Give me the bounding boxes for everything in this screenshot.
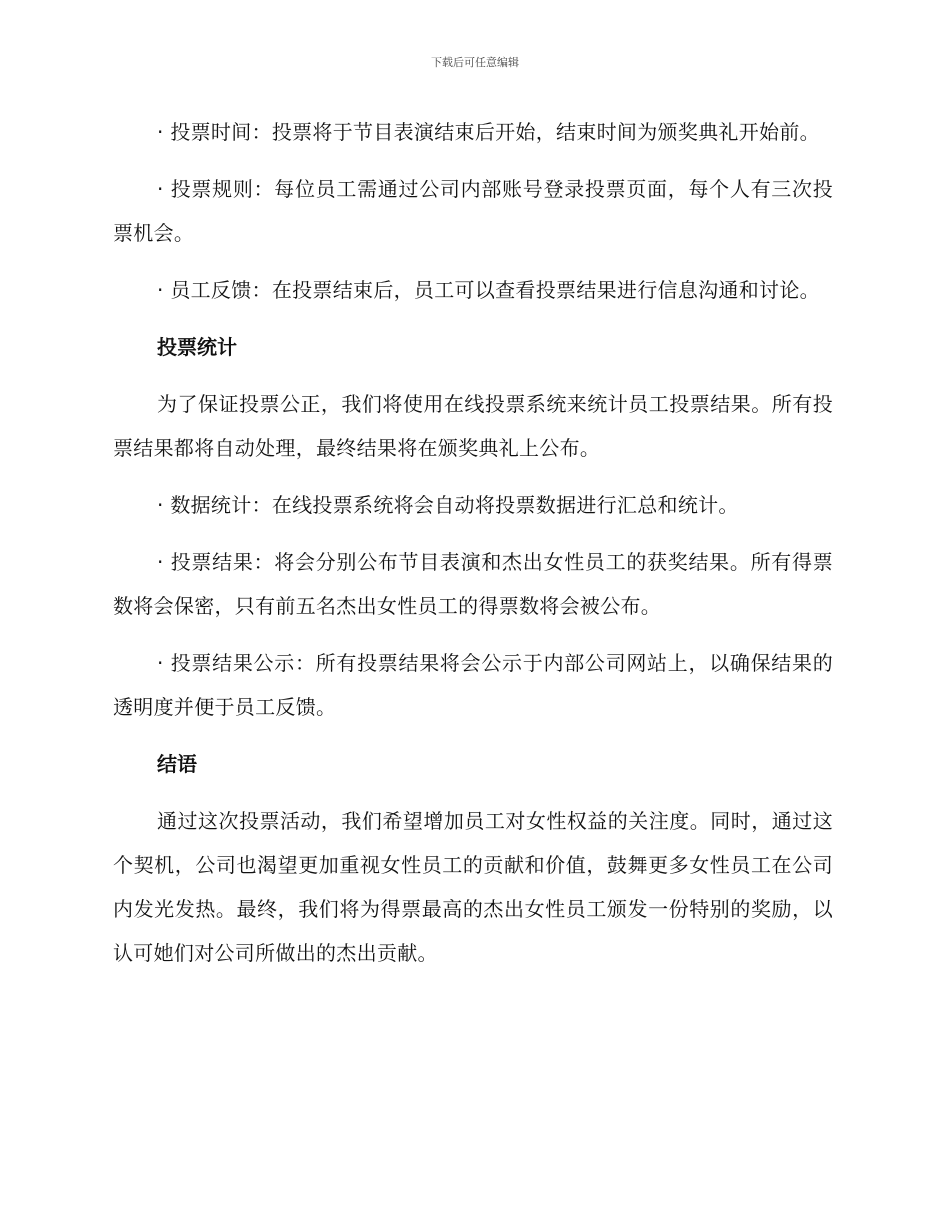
document-body xyxy=(113,110,833,988)
paragraph-statistics-intro: 为了保证投票公正，我们将使用在线投票系统来统计员工投票结果。所有投票结果都将自动处理，最终结果将在颁奖典礼上公布。 xyxy=(113,392,833,460)
paragraph-conclusion: 通过这次投票活动，我们希望增加员工对女性权益的关注度。同时，通过这个契机，公司也渴望更加重视女性员工的贡献和价值，鼓舞更多女性员工在公司内发光发热。最终，我们将为得票最高的杰出女性员工颁发一份特别的奖励，以认可她们对公司所做出的杰出贡献。 xyxy=(113,809,833,965)
paragraph-voting-rules: · 投票规则：每位员工需通过公司内部账号登录投票页面，每个人有三次投票机会。 xyxy=(113,177,833,245)
paragraph-vote-results: · 投票结果：将会分别公布节目表演和杰出女性员工的获奖结果。所有得票数将会保密，只有前五名杰出女性员工的得票数将会被公布。 xyxy=(113,550,833,618)
paragraph-data-statistics: · 数据统计：在线投票系统将会自动将投票数据进行汇总和统计。 xyxy=(157,493,739,517)
section-heading-vote-statistics: 投票统计 xyxy=(157,335,237,359)
paragraph-results-publication: · 投票结果公示：所有投票结果将会公示于内部公司网站上，以确保结果的透明度并便于员工反馈。 xyxy=(113,651,833,719)
page-header: 下载后可任意编辑 xyxy=(431,56,519,69)
section-heading-conclusion: 结语 xyxy=(157,752,197,776)
paragraph-employee-feedback: · 员工反馈：在投票结束后，员工可以查看投票结果进行信息沟通和讨论。 xyxy=(157,278,820,302)
paragraph-voting-time: · 投票时间：投票将于节目表演结束后开始，结束时间为颁奖典礼开始前。 xyxy=(157,120,820,144)
